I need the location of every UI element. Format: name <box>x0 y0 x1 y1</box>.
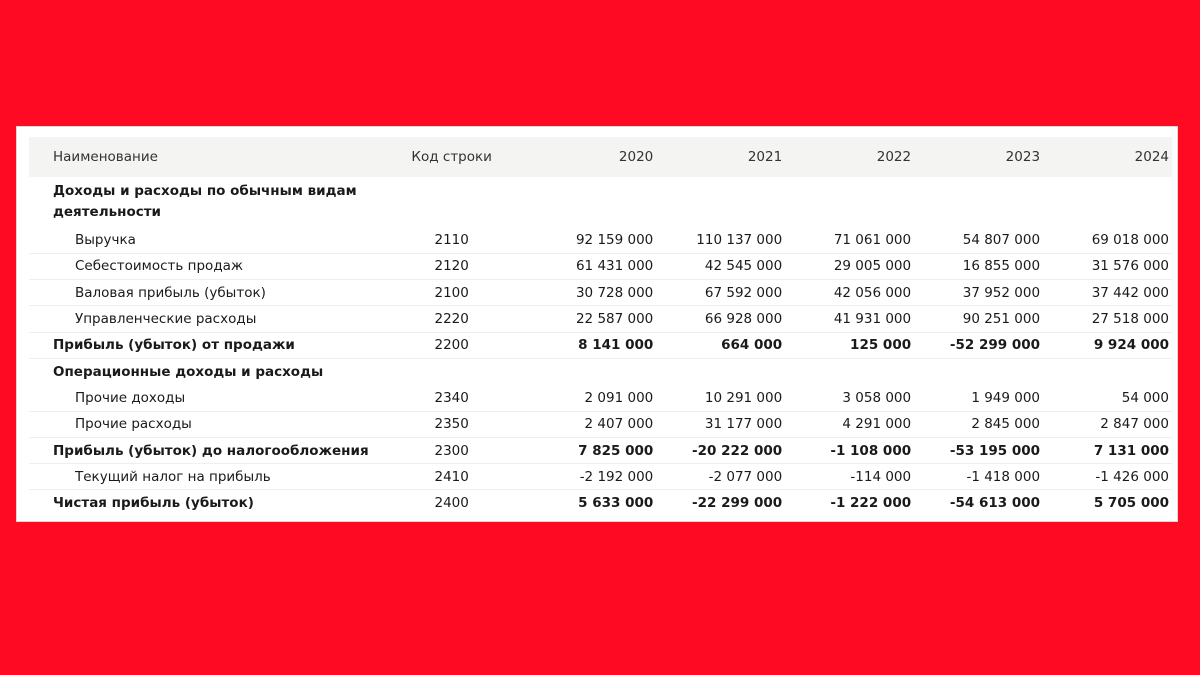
section-row-ordinary-activities <box>29 177 1172 227</box>
row-value-2023 <box>914 358 1043 384</box>
header-year-2021: 2021 <box>747 149 783 165</box>
row-value-2022: 125 000 <box>850 337 912 354</box>
row-code: 2100 <box>434 284 469 301</box>
row-value-2020: -2 192 000 <box>579 468 654 485</box>
row-value-2022: 41 931 000 <box>833 311 912 328</box>
row-value-2024: 54 000 <box>1121 389 1169 406</box>
row-value-2022: 71 061 000 <box>833 231 912 248</box>
row-value-2023: -1 418 000 <box>966 468 1041 485</box>
row-name: Прочие доходы <box>75 389 186 406</box>
row-code: 2110 <box>434 231 469 248</box>
row-code <box>376 177 527 227</box>
row-value-2021: 10 291 000 <box>704 389 783 406</box>
row-name: Текущий налог на прибыль <box>75 468 271 485</box>
row-value-2020: 61 431 000 <box>575 258 654 275</box>
row-value-2022: -114 000 <box>850 468 912 485</box>
row-value-2024: -1 426 000 <box>1095 468 1169 485</box>
row-value-2022 <box>785 177 914 227</box>
table-row <box>29 464 1172 490</box>
section-row-operating <box>29 358 1172 384</box>
table-row <box>29 306 1172 332</box>
row-name: Прибыль (убыток) от продажи <box>53 337 295 354</box>
row-value-2020: 8 141 000 <box>578 337 654 354</box>
header-code: Код строки <box>411 149 492 165</box>
row-value-2022: -1 108 000 <box>830 442 912 459</box>
row-code <box>376 358 527 384</box>
row-value-2021: 31 177 000 <box>704 416 783 433</box>
row-code: 2340 <box>434 389 469 406</box>
row-value-2023: 16 855 000 <box>962 258 1041 275</box>
row-value-2023: 90 251 000 <box>962 311 1041 328</box>
row-name: Доходы и расходы по обычным видам деятельности <box>53 183 357 220</box>
row-name: Чистая прибыль (убыток) <box>53 495 254 512</box>
row-name: Управленческие расходы <box>75 311 257 328</box>
row-value-2021: -22 299 000 <box>692 495 783 512</box>
row-name: Прочие расходы <box>75 416 192 433</box>
row-code: 2120 <box>434 258 469 275</box>
row-value-2020 <box>527 358 656 384</box>
row-code: 2400 <box>434 495 469 512</box>
row-value-2022: 42 056 000 <box>833 284 912 301</box>
row-value-2022: -1 222 000 <box>830 495 912 512</box>
row-name: Валовая прибыль (убыток) <box>75 284 266 301</box>
row-value-2022: 29 005 000 <box>833 258 912 275</box>
row-value-2023: 2 845 000 <box>971 416 1041 433</box>
table-row <box>29 280 1172 306</box>
table-row <box>29 227 1172 253</box>
total-row-pretax-profit <box>29 437 1172 463</box>
row-value-2024: 7 131 000 <box>1093 442 1169 459</box>
row-code: 2410 <box>434 468 469 485</box>
row-value-2023: -53 195 000 <box>949 442 1041 459</box>
row-name: Прибыль (убыток) до налогообложения <box>53 442 369 459</box>
row-value-2021 <box>656 177 785 227</box>
row-value-2020: 30 728 000 <box>575 284 654 301</box>
income-statement-table <box>29 137 1172 516</box>
row-value-2024: 9 924 000 <box>1093 337 1169 354</box>
row-name: Операционные доходы и расходы <box>53 363 324 380</box>
row-code: 2200 <box>434 337 469 354</box>
row-value-2021: -20 222 000 <box>692 442 783 459</box>
row-name: Себестоимость продаж <box>75 258 244 275</box>
row-value-2022 <box>785 358 914 384</box>
row-value-2024: 27 518 000 <box>1091 311 1169 328</box>
total-row-sales-profit <box>29 332 1172 358</box>
row-value-2024 <box>1043 177 1172 227</box>
row-code: 2220 <box>434 311 469 328</box>
row-value-2024: 37 442 000 <box>1091 284 1169 301</box>
row-value-2021: 110 137 000 <box>696 231 783 248</box>
row-value-2024: 5 705 000 <box>1093 495 1169 512</box>
row-value-2020: 7 825 000 <box>578 442 654 459</box>
row-value-2024 <box>1043 358 1172 384</box>
row-value-2024: 31 576 000 <box>1091 258 1169 275</box>
row-value-2023: 1 949 000 <box>971 389 1041 406</box>
row-code: 2350 <box>434 416 469 433</box>
row-value-2021: 664 000 <box>721 337 783 354</box>
table-header-row <box>29 137 1172 177</box>
row-value-2023: -54 613 000 <box>949 495 1041 512</box>
header-year-2020: 2020 <box>618 149 654 165</box>
row-code: 2300 <box>434 442 469 459</box>
row-value-2020: 22 587 000 <box>575 311 654 328</box>
row-value-2021: 67 592 000 <box>704 284 783 301</box>
table-row <box>29 411 1172 437</box>
header-name: Наименование <box>53 149 158 165</box>
financial-report-card <box>16 126 1178 522</box>
row-value-2024: 69 018 000 <box>1091 231 1169 248</box>
row-value-2020: 5 633 000 <box>578 495 654 512</box>
row-value-2023: 54 807 000 <box>962 231 1041 248</box>
row-value-2022: 4 291 000 <box>842 416 912 433</box>
row-value-2024: 2 847 000 <box>1100 416 1169 433</box>
row-value-2020: 92 159 000 <box>575 231 654 248</box>
header-year-2024: 2024 <box>1134 149 1169 165</box>
row-value-2020 <box>527 177 656 227</box>
row-value-2021: 42 545 000 <box>704 258 783 275</box>
table-row <box>29 385 1172 411</box>
row-name: Выручка <box>75 231 136 248</box>
row-value-2023: -52 299 000 <box>949 337 1041 354</box>
row-value-2023: 37 952 000 <box>962 284 1041 301</box>
row-value-2022: 3 058 000 <box>842 389 912 406</box>
row-value-2020: 2 091 000 <box>584 389 654 406</box>
total-row-net-profit <box>29 490 1172 516</box>
table-row <box>29 253 1172 279</box>
row-value-2021: 66 928 000 <box>704 311 783 328</box>
row-value-2021: -2 077 000 <box>708 468 783 485</box>
header-year-2023: 2023 <box>1005 149 1041 165</box>
row-value-2021 <box>656 358 785 384</box>
row-value-2020: 2 407 000 <box>584 416 654 433</box>
row-value-2023 <box>914 177 1043 227</box>
header-year-2022: 2022 <box>876 149 912 165</box>
